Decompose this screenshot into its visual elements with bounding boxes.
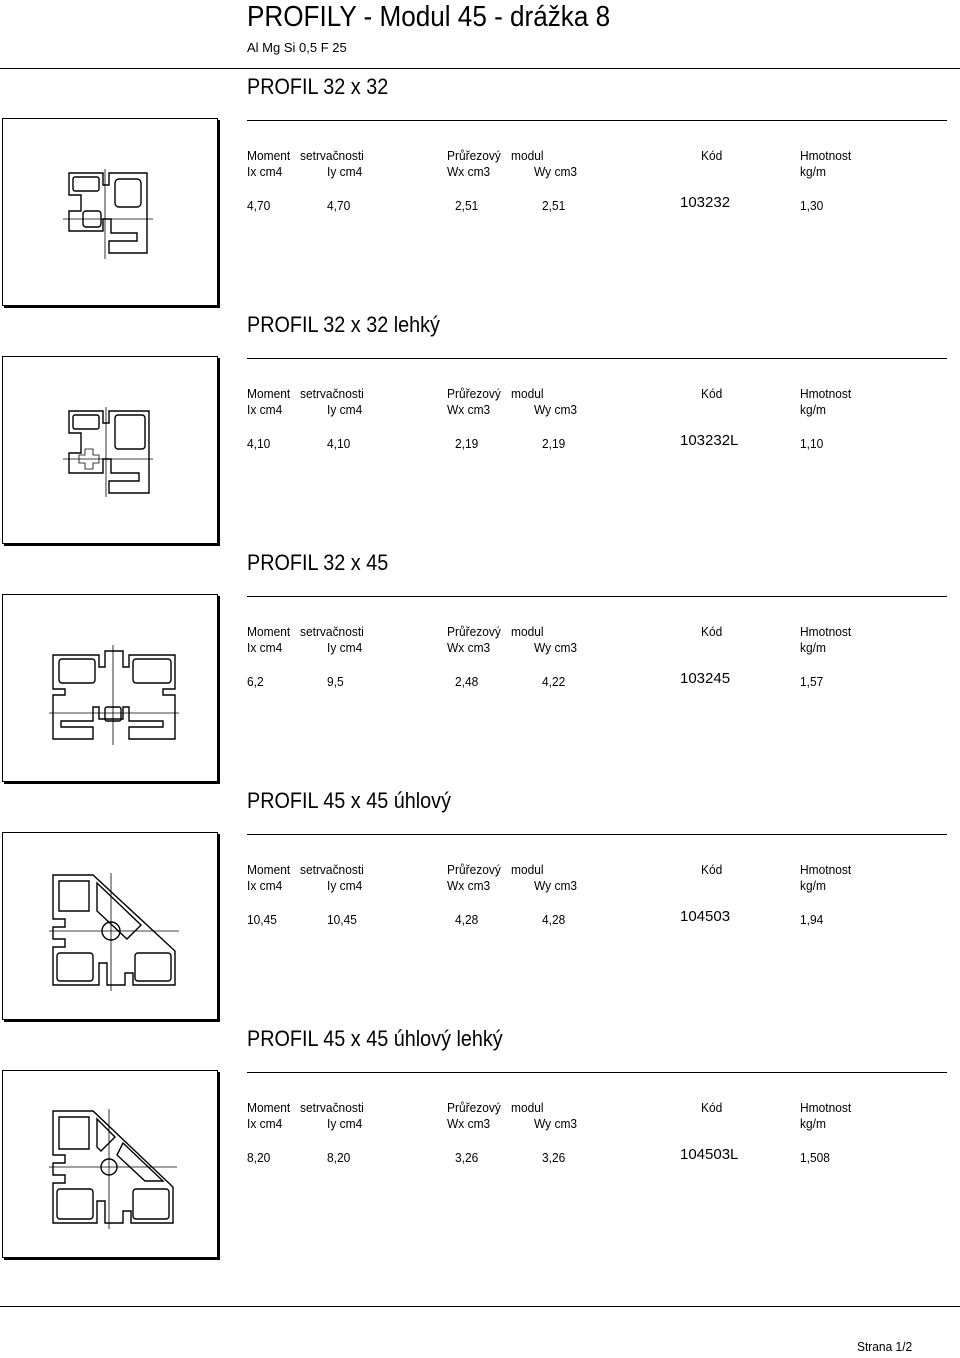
header-modul: modul [511,862,544,877]
header-ix: Ix cm4 [247,402,283,417]
header-wx: Wx cm3 [447,640,491,655]
header-iy: Iy cm4 [327,164,363,179]
profile-cross-section-icon [3,1071,217,1257]
value-mass: 1,94 [800,912,824,927]
value-mass: 1,508 [800,1150,830,1165]
value-wy: 2,51 [542,198,566,213]
header-setrvacnosti: setrvačnosti [300,624,364,639]
header-kgm: kg/m [800,402,826,417]
value-wy: 2,19 [542,436,566,451]
value-iy: 8,20 [327,1150,351,1165]
header-wx: Wx cm3 [447,878,491,893]
header-wy: Wy cm3 [534,640,578,655]
header-kgm: kg/m [800,164,826,179]
profile-section-103245 [0,550,960,788]
profile-section-103232 [0,74,960,312]
value-wx: 3,26 [455,1150,479,1165]
value-mass: 1,30 [800,198,824,213]
profile-cross-section-icon [3,833,217,1019]
value-iy: 9,5 [327,674,344,689]
header-kgm: kg/m [800,640,826,655]
value-ix: 8,20 [247,1150,271,1165]
header-hmotnost: Hmotnost [800,862,852,877]
header-moment: Moment [247,386,291,401]
header-kod: Kód [701,862,723,877]
header-wy: Wy cm3 [534,164,578,179]
header-modul: modul [511,1100,544,1115]
header-wx: Wx cm3 [447,1116,491,1131]
document-title: PROFILY - Modul 45 - drážka 8 [247,1,611,33]
header-setrvacnosti: setrvačnosti [300,386,364,401]
profile-drawing-box [2,594,218,782]
profile-title: PROFIL 32 x 45 [247,550,389,575]
header-hmotnost: Hmotnost [800,1100,852,1115]
value-code: 103245 [680,670,731,687]
header-iy: Iy cm4 [327,402,363,417]
header-modul: modul [511,148,544,163]
header-setrvacnosti: setrvačnosti [300,1100,364,1115]
value-ix: 6,2 [247,674,264,689]
value-ix: 4,10 [247,436,271,451]
header-setrvacnosti: setrvačnosti [300,148,364,163]
header-prurezovy: Průřezový [447,862,501,877]
header-moment: Moment [247,862,291,877]
profile-title: PROFIL 32 x 32 [247,74,389,99]
value-wx: 2,19 [455,436,479,451]
value-code: 104503L [680,1146,739,1163]
header-iy: Iy cm4 [327,640,363,655]
header-ix: Ix cm4 [247,1116,283,1131]
value-iy: 4,10 [327,436,351,451]
value-wy: 3,26 [542,1150,566,1165]
header-prurezovy: Průřezový [447,624,501,639]
header-wy: Wy cm3 [534,402,578,417]
table-rule [247,596,947,597]
header-kgm: kg/m [800,878,826,893]
footer-rule [0,1306,960,1307]
header-wx: Wx cm3 [447,164,491,179]
header-modul: modul [511,624,544,639]
header-modul: modul [511,386,544,401]
profile-section-104503L [0,1026,960,1264]
profile-title: PROFIL 32 x 32 lehký [247,312,440,337]
profile-cross-section-icon [3,119,217,305]
header-ix: Ix cm4 [247,640,283,655]
value-code: 103232L [680,432,739,449]
header-iy: Iy cm4 [327,878,363,893]
header-wy: Wy cm3 [534,1116,578,1131]
header-kod: Kód [701,386,723,401]
value-wx: 2,51 [455,198,479,213]
value-wx: 4,28 [455,912,479,927]
page-number: Strana 1/2 [857,1339,913,1354]
table-rule [247,1072,947,1073]
header-ix: Ix cm4 [247,878,283,893]
header-moment: Moment [247,148,291,163]
value-iy: 4,70 [327,198,351,213]
header-ix: Ix cm4 [247,164,283,179]
table-rule [247,358,947,359]
material-spec: Al Mg Si 0,5 F 25 [247,40,347,55]
profile-drawing-box [2,356,218,544]
value-ix: 10,45 [247,912,277,927]
header-rule [0,68,960,69]
value-iy: 10,45 [327,912,357,927]
header-kgm: kg/m [800,1116,826,1131]
profile-title: PROFIL 45 x 45 úhlový [247,788,451,813]
header-moment: Moment [247,624,291,639]
header-hmotnost: Hmotnost [800,148,852,163]
profile-section-104503 [0,788,960,1026]
value-wy: 4,22 [542,674,566,689]
profile-drawing-box [2,118,218,306]
profile-section-103232L [0,312,960,550]
header-hmotnost: Hmotnost [800,624,852,639]
profile-drawing-box [2,1070,218,1258]
table-rule [247,120,947,121]
profile-cross-section-icon [3,357,217,543]
value-ix: 4,70 [247,198,271,213]
value-code: 104503 [680,908,731,925]
value-wx: 2,48 [455,674,479,689]
profile-title: PROFIL 45 x 45 úhlový lehký [247,1026,503,1051]
header-kod: Kód [701,624,723,639]
header-kod: Kód [701,148,723,163]
header-prurezovy: Průřezový [447,148,501,163]
header-prurezovy: Průřezový [447,1100,501,1115]
header-iy: Iy cm4 [327,1116,363,1131]
header-setrvacnosti: setrvačnosti [300,862,364,877]
header-prurezovy: Průřezový [447,386,501,401]
value-mass: 1,57 [800,674,824,689]
profile-cross-section-icon [3,595,217,781]
value-mass: 1,10 [800,436,824,451]
header-wy: Wy cm3 [534,878,578,893]
header-moment: Moment [247,1100,291,1115]
header-kod: Kód [701,1100,723,1115]
table-rule [247,834,947,835]
header-hmotnost: Hmotnost [800,386,852,401]
value-wy: 4,28 [542,912,566,927]
value-code: 103232 [680,194,731,211]
header-wx: Wx cm3 [447,402,491,417]
profile-drawing-box [2,832,218,1020]
